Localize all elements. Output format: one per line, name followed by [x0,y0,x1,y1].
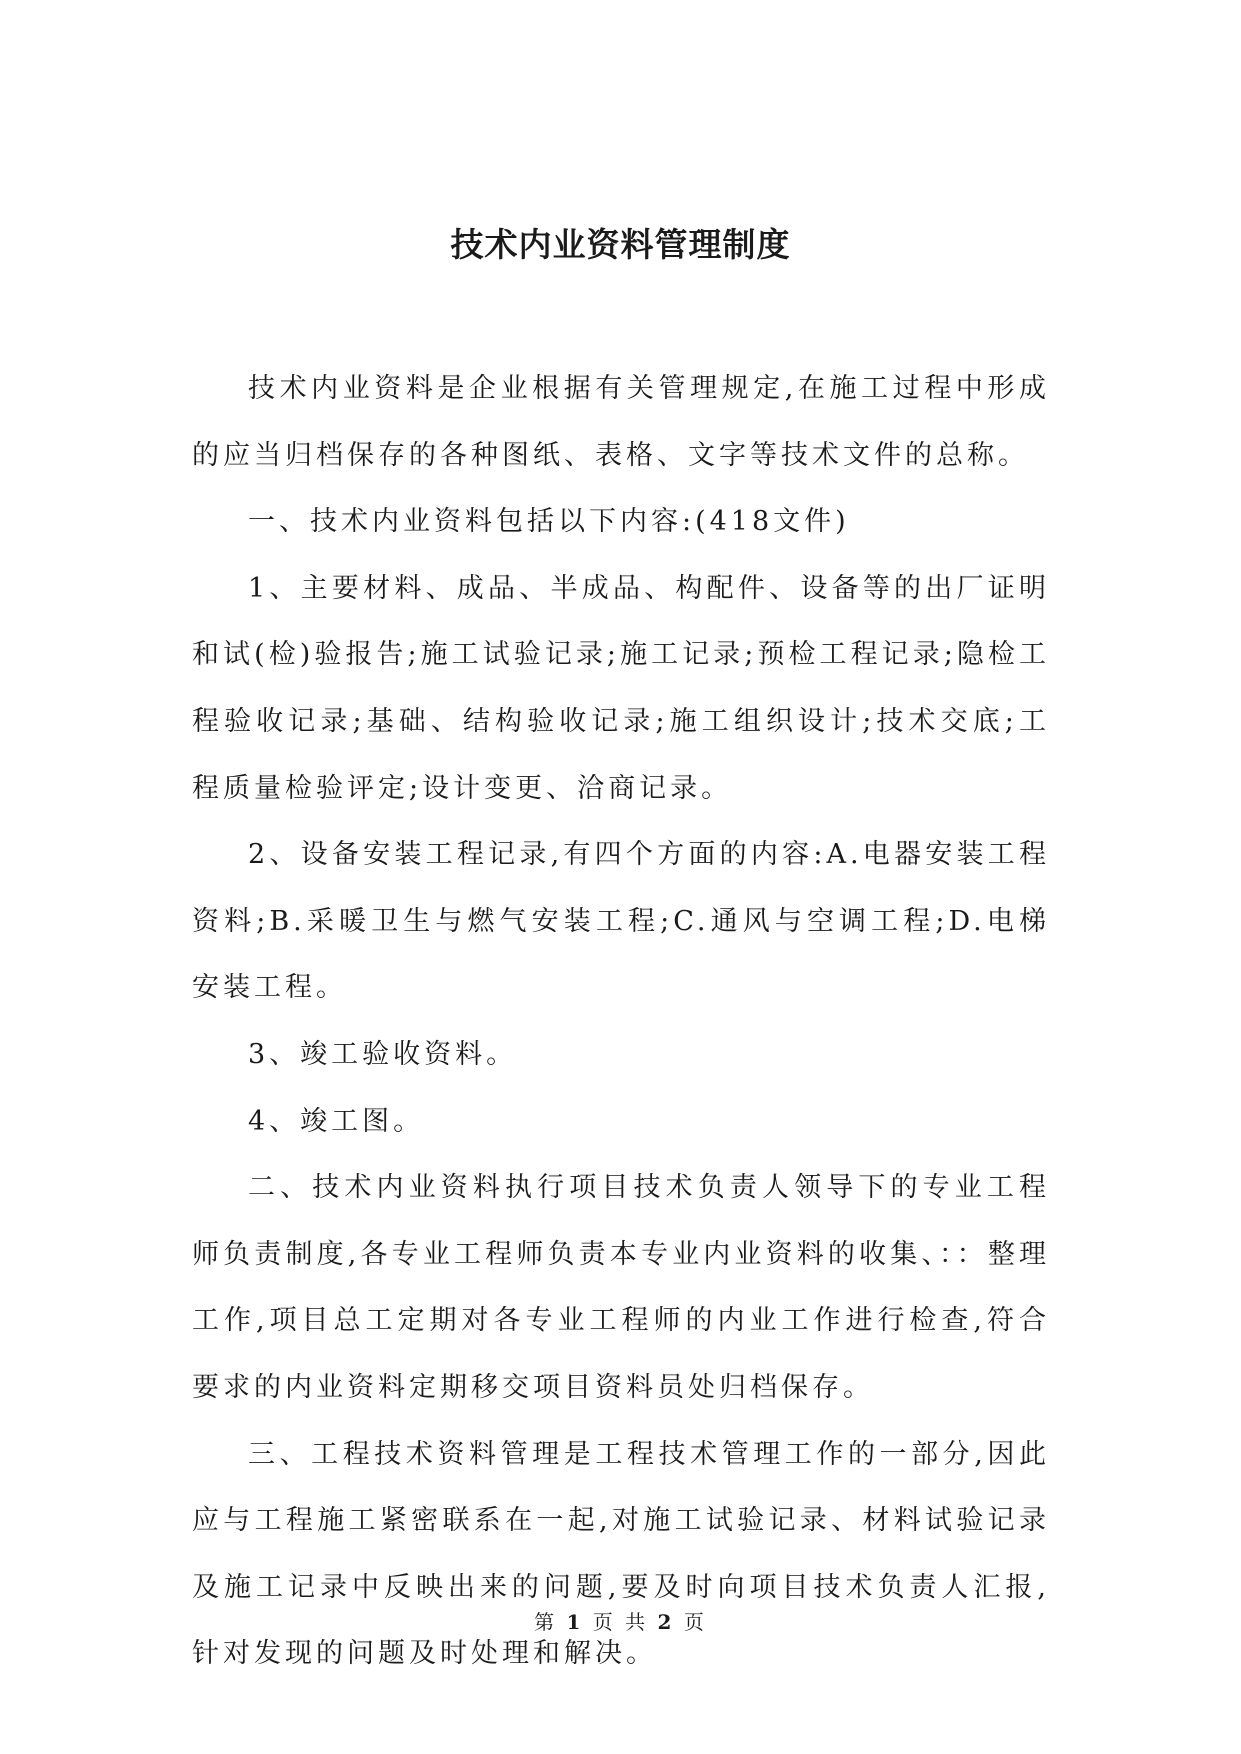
footer-suffix: 页 [683,1610,707,1634]
paragraph-section-2: 二、技术内业资料执行项目技术负责人领导下的专业工程师负责制度,各专业工程师负责本专业内业资料的收集、：：整理工作,项目总工定期对各专业工程师的内业工作进行检查,符合要求的内业资料定期移交项目资料员处归档保存。 [192,1172,1050,1403]
paragraph-intro: 技术内业资料是企业根据有关管理规定,在施工过程中形成的应当归档保存的各种图纸、表格、文字等技术文件的总称。 [192,373,1050,471]
footer-prefix: 第 [534,1610,558,1634]
paragraph-section-3: 三、工程技术资料管理是工程技术管理工作的一部分,因此应与工程施工紧密联系在一起,对施工试验记录、材料试验记录及施工记录中反映出来的问题,要及时向项目技术负责人汇报,针对发现的问题及时处理和解决。 [192,1438,1050,1670]
footer-total-pages: 2 [657,1610,675,1634]
page-footer [0,1609,1241,1635]
paragraph-item-4: 4、竣工图。 [248,1105,425,1137]
footer-current-page: 1 [566,1610,584,1634]
document-body [192,356,1050,1688]
paragraph-section-1-heading: 一、技术内业资料包括以下内容:(418文件) [248,506,850,538]
footer-middle: 页 共 [592,1610,649,1634]
paragraph-item-3: 3、竣工验收资料。 [248,1038,518,1070]
paragraph-item-1: 1、主要材料、成品、半成品、构配件、设备等的出厂证明和试(检)验报告;施工试验记录;施工记录;预检工程记录;隐检工程验收记录;基础、结构验收记录;施工组织设计;技术交底;工程质量检验评定;设计变更、洽商记录。 [192,572,1050,804]
document-title: 技术内业资料管理制度 [450,225,791,264]
paragraph-item-2: 2、设备安装工程记录,有四个方面的内容:A.电器安装工程资料;B.采暖卫生与燃气安装工程;C.通风与空调工程;D.电梯安装工程。 [192,839,1050,1004]
